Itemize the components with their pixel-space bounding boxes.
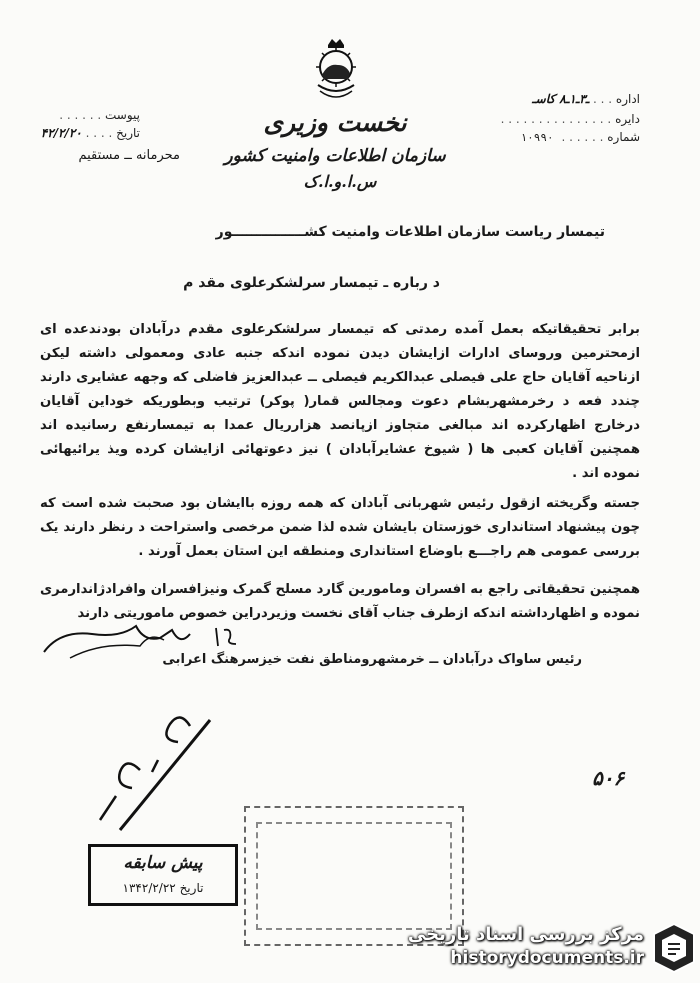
number-row: شماره . . . . . . ۱۰۹۹۰ (520, 130, 640, 144)
department-label: دایره (615, 112, 640, 126)
ministry-title: نخست وزیری (263, 108, 407, 137)
office-row: اداره . . . ـ۳ـ۱ـ۸ کاسـ (532, 92, 640, 106)
body-paragraph-1: برابر تحقیقاتیکه بعمل آمده رمدتی که تیمسار سرلشکرعلوی مقدم درآبادان بودندعده ای ازمحترمین وروسای ادارات ازایشان دیدن نموده اندکه جنبه عادی ومعمولی داشته لیکن ازناحیه آقایان حاج علی فیصلی عبدالکریم فیصلی ــ عبدالعزیز فاضلی که وجهه عشایری دارند چندد فعه د رخرمشهربشام دعوت ومجالس قمار( پوکر) ترتیب وبطوریکه خوداین آقایان درخارج اظهارکرده اند مبالغی متجاوز ازپانصد هزارریال عمدا به تیمسارنفع رسانیده اند همچنین آقایان کعبی ها ( شیوخ عشایرآبادان ) نیز دعوتهائی ازایشان کرده ویذ یرائیهائی نموده اند . (40, 322, 640, 481)
body-paragraph-3: همچنین تحقیقاتی راجع به افسران ومامورین گارد مسلح گمرک ونیزافسران وافرادژاندارمری نموده و اظهارداشته اندکه ازطرف جناب آقای نخست وزیردراین خصوص ماموریتی دارند (40, 582, 640, 621)
signer-line: رئیس ساواک درآبادان ــ خرمشهرومناطق نفت خیزسرهنگ اعرابی (162, 652, 582, 667)
office-label: اداره (615, 92, 640, 106)
number-label: شماره (607, 130, 640, 144)
precedent-stamp (88, 844, 238, 906)
office-value: ـ۳ـ۱ـ۸ کاسـ (532, 92, 590, 106)
date-row: تاریخ . . . . ۴۲/۲/۲۰ (40, 126, 140, 140)
stamp-date-value: ۱۳۴۲/۲/۲۲ (122, 881, 176, 895)
stamp-title: پیش سابقه (123, 853, 203, 873)
attachment-label: پیوست (105, 108, 140, 122)
classification-label: محرمانه ــ مستقیم (78, 148, 180, 163)
watermark (400, 918, 700, 978)
stamp-date-row (91, 881, 235, 895)
body-paragraph-2: جسته وگریخته ازقول رئیس شهربانی آبادان که همه روزه باایشان بود صحبت شده است که چون پیشنهاد استانداری خوزستان بایشان شده لذا ضمن مرخصی واستراحت د رنظر دارند یک بررسی عمومی هم راجـــع باوضاع استانداری ومنطقه این استان بعمل آورند . (40, 496, 640, 559)
organization-name: سازمان اطلاعات وامنیت کشور (224, 146, 446, 166)
lion-and-sun-emblem-icon (308, 35, 364, 105)
date-label: تاریخ (116, 126, 140, 140)
addressee-line: تیمسار ریاست سازمان اطلاعات وامنیت کشـــــــــــــــور (215, 224, 605, 240)
page-number-mark: ۵۰۶ (592, 766, 625, 790)
watermark-persian-text: مرکز بررسی اسناد تاریخی (407, 924, 644, 945)
department-row: دایره . . . . . . . . . . . . . . . (500, 112, 640, 126)
handwritten-annotation-icon (60, 700, 220, 840)
organization-code: س.ا.و.ا.ک (303, 172, 377, 191)
stamp-inner-border (256, 822, 452, 930)
attachment-row: پیوست . . . . . . (59, 108, 140, 122)
document-center-logo-icon (650, 922, 698, 974)
date-value: ۴۲/۲/۲۰ (40, 126, 82, 140)
number-value: ۱۰۹۹۰ (520, 131, 554, 144)
watermark-url-text: historydocuments.ir (450, 948, 644, 968)
subject-line: د رباره ـ تیمسار سرلشکرعلوی مقد م (183, 275, 440, 291)
stamp-date-label: تاریخ (179, 881, 204, 895)
